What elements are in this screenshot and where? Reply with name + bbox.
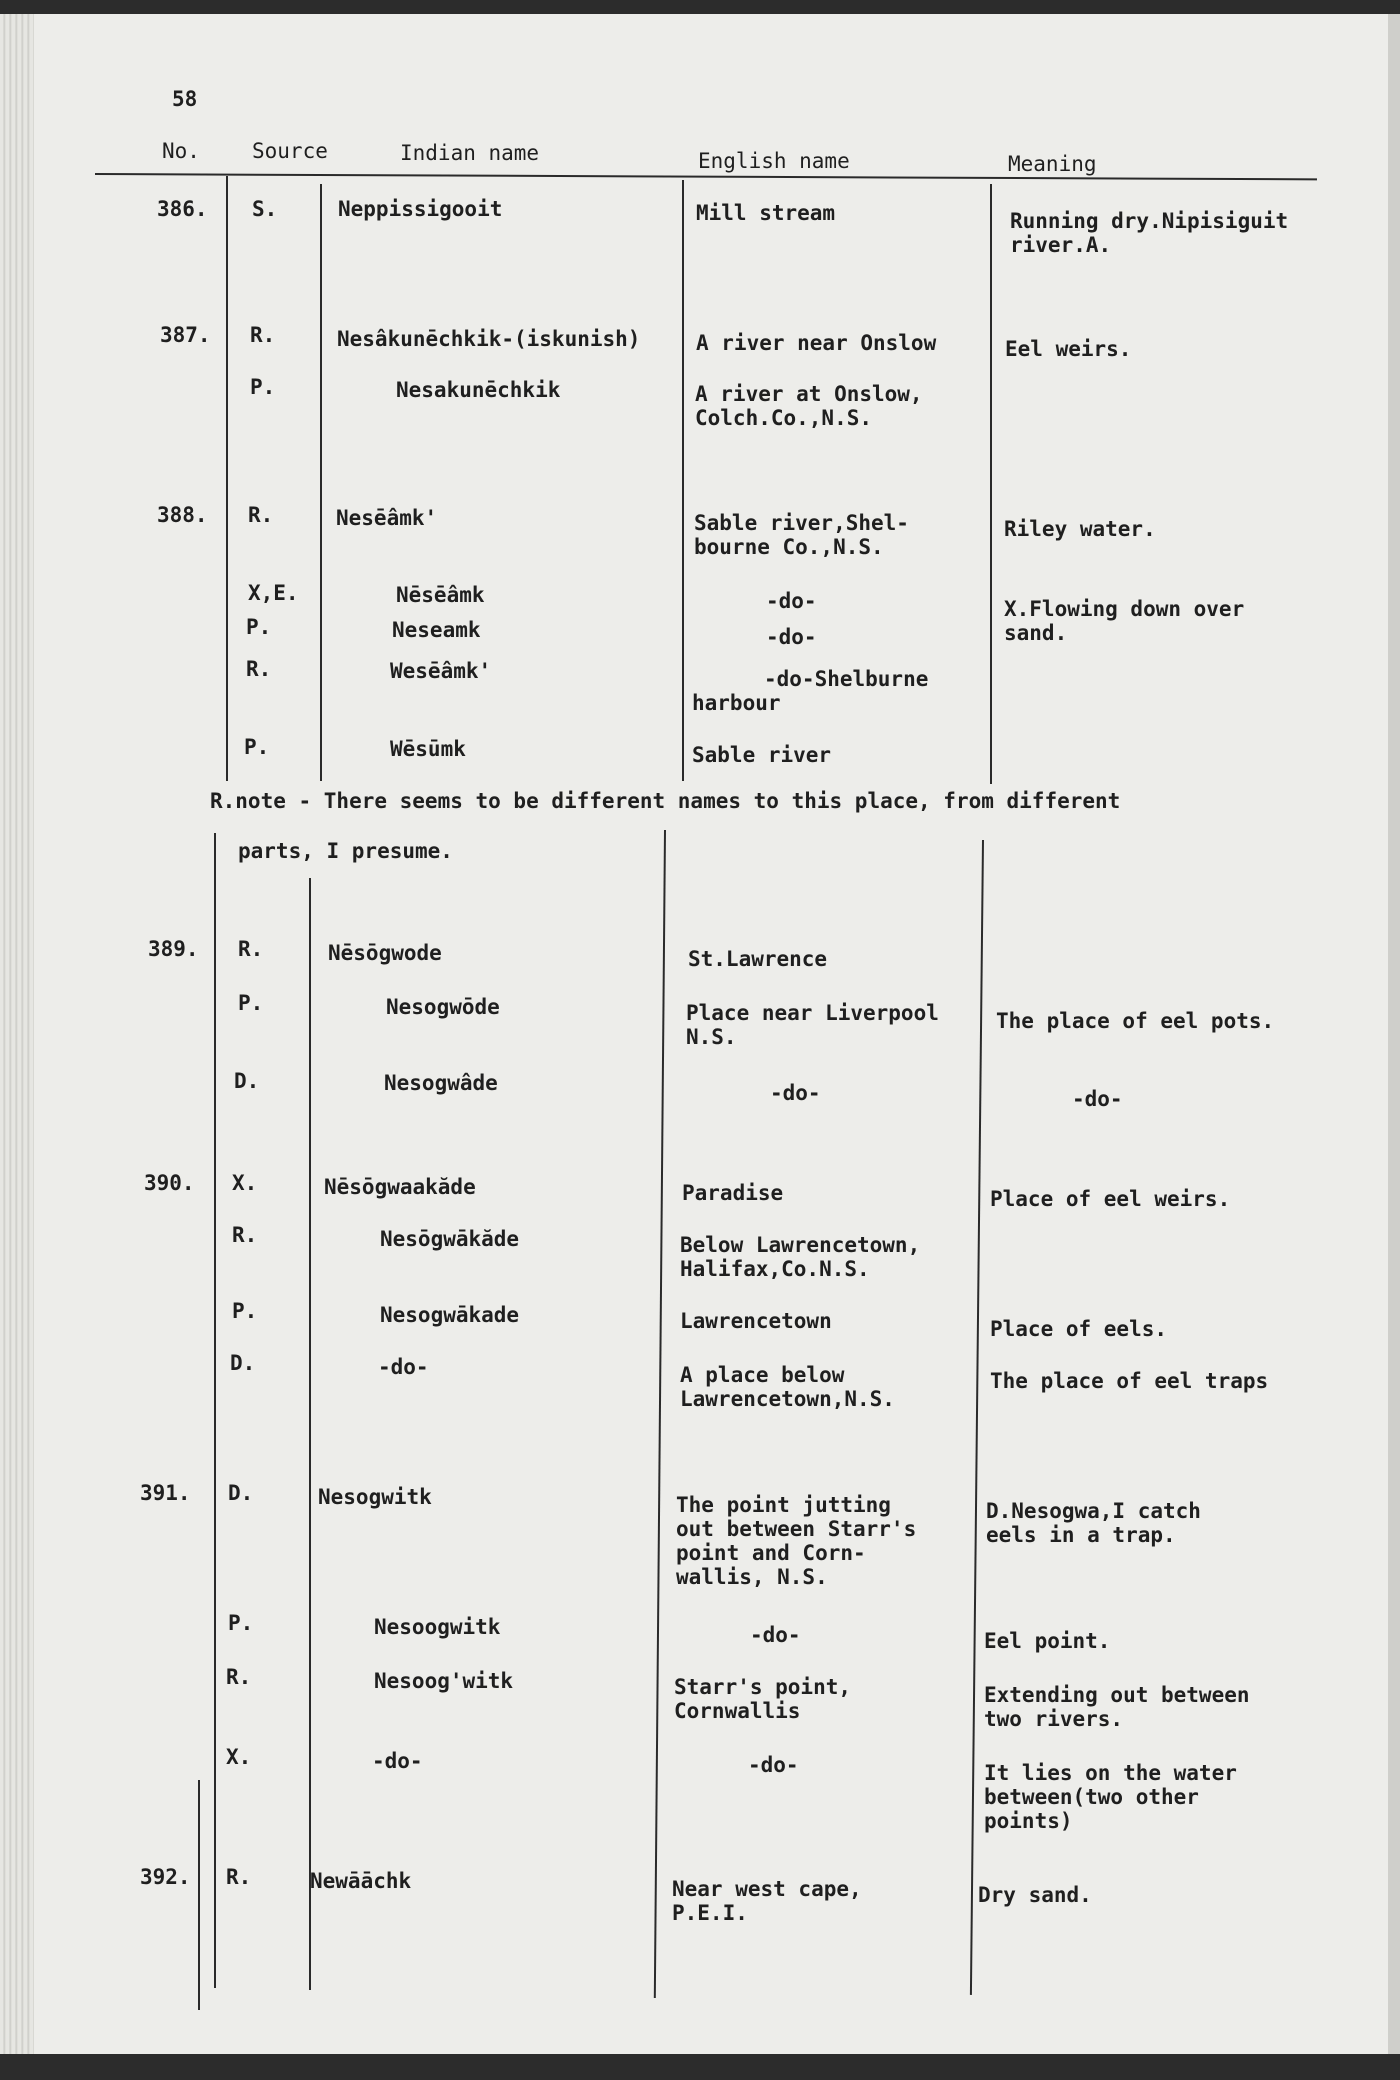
english-name-cell: St.Lawrence	[688, 947, 828, 971]
meaning-cell: Riley water.	[1004, 517, 1156, 541]
meaning-cell: two rivers.	[984, 1707, 1124, 1731]
indian-name-cell: Nesogwitk	[318, 1485, 432, 1509]
indian-name-cell: Nesoogwitk	[374, 1615, 501, 1639]
indian-name-cell: Nēsōgwaakăde	[324, 1175, 476, 1199]
english-name-cell: -do-	[766, 589, 817, 613]
source-cell: P.	[244, 735, 270, 759]
entry-number: 390.	[144, 1171, 195, 1195]
meaning-cell: X.Flowing down over	[1004, 597, 1245, 621]
meaning-cell: Running dry.Nipisiguit	[1010, 209, 1289, 233]
english-name-cell: bourne Co.,N.S.	[694, 535, 884, 559]
meaning-cell: river.A.	[1010, 233, 1112, 257]
english-name-cell: -do-Shelburne	[764, 667, 929, 691]
indian-name-cell: Nesogwākade	[380, 1303, 520, 1327]
source-cell: P.	[246, 615, 272, 639]
english-name-cell: The point jutting	[676, 1493, 891, 1517]
indian-name-cell: Nesēâmk'	[336, 506, 438, 530]
source-cell: R.	[226, 1865, 252, 1889]
english-name-cell: -do-	[750, 1623, 801, 1647]
source-cell: X,E.	[248, 581, 299, 605]
header-source: Source	[252, 139, 328, 163]
entry-number: 388.	[157, 503, 208, 527]
indian-name-cell: Nesogwâde	[384, 1071, 498, 1095]
english-name-cell: Below Lawrencetown,	[680, 1233, 921, 1257]
header-indian-name: Indian name	[400, 141, 540, 165]
indian-name-cell: Nesōgwākăde	[380, 1227, 520, 1251]
meaning-cell: Dry sand.	[978, 1883, 1092, 1907]
header-no: No.	[162, 139, 200, 163]
indian-name-cell: Nesakunēchkik	[396, 378, 561, 402]
rule-indian-upper	[320, 184, 322, 781]
english-name-cell: Mill stream	[696, 201, 836, 225]
meaning-cell: The place of eel pots.	[996, 1009, 1275, 1033]
source-cell: R.	[246, 657, 272, 681]
source-cell: X.	[226, 1745, 252, 1769]
page-number: 58	[172, 87, 198, 111]
english-name-cell: -do-	[748, 1753, 799, 1777]
entry-number: 389.	[148, 937, 199, 961]
header-meaning: Meaning	[1008, 152, 1097, 176]
english-name-cell: P.E.I.	[672, 1901, 748, 1925]
page-edge-shadow	[1388, 14, 1400, 2054]
english-name-cell: Colch.Co.,N.S.	[695, 406, 873, 430]
indian-name-cell: Neppissigooit	[338, 197, 503, 221]
indian-name-cell: Nesogwōde	[386, 995, 500, 1019]
english-name-cell: Paradise	[682, 1181, 784, 1205]
indian-name-cell: Nesâkunēchkik-(iskunish)	[337, 327, 641, 351]
rule-left-margin	[198, 1780, 200, 2010]
meaning-cell: points)	[984, 1809, 1073, 1833]
english-name-cell: harbour	[692, 691, 781, 715]
entry-number: 387.	[160, 323, 211, 347]
source-cell: D.	[230, 1351, 256, 1375]
english-name-cell: wallis, N.S.	[676, 1565, 828, 1589]
source-cell: R.	[226, 1665, 252, 1689]
english-name-cell: -do-	[770, 1081, 821, 1105]
source-cell: R.	[248, 503, 274, 527]
meaning-cell: Eel weirs.	[1005, 337, 1132, 361]
entry-number: 391.	[140, 1481, 191, 1505]
meaning-cell: It lies on the water	[984, 1761, 1237, 1785]
note-line: parts, I presume.	[238, 839, 453, 863]
rule-meaning-upper	[990, 184, 992, 784]
source-cell: R.	[250, 323, 276, 347]
english-name-cell: A place below	[680, 1363, 845, 1387]
entry-number: 386.	[157, 197, 208, 221]
indian-name-cell: Nesoog'witk	[374, 1669, 514, 1693]
source-cell: R.	[232, 1223, 258, 1247]
meaning-cell: The place of eel traps	[990, 1369, 1269, 1393]
meaning-cell: Place of eels.	[990, 1317, 1168, 1341]
source-cell: P.	[250, 375, 276, 399]
indian-name-cell: Wesēâmk'	[390, 659, 492, 683]
rule-indian-lower	[309, 878, 311, 1990]
meaning-cell: Extending out between	[984, 1683, 1250, 1707]
rule-source-lower	[214, 833, 216, 1988]
source-cell: D.	[228, 1481, 254, 1505]
english-name-cell: Lawrencetown	[680, 1309, 832, 1333]
entry-number: 392.	[140, 1865, 191, 1889]
meaning-cell: sand.	[1004, 621, 1068, 645]
english-name-cell: Place near Liverpool	[686, 1001, 939, 1025]
meaning-cell: between(two other	[984, 1785, 1199, 1809]
indian-name-cell: Wēsūmk	[390, 737, 466, 761]
source-cell: X.	[232, 1171, 258, 1195]
english-name-cell: -do-	[766, 625, 817, 649]
indian-name-cell: -do-	[378, 1355, 429, 1379]
english-name-cell: Halifax,Co.N.S.	[680, 1257, 870, 1281]
meaning-cell: Place of eel weirs.	[990, 1187, 1231, 1211]
english-name-cell: Sable river,Shel-	[694, 511, 909, 535]
binding-edge	[0, 14, 34, 2054]
source-cell: P.	[228, 1611, 254, 1635]
english-name-cell: A river near Onslow	[696, 331, 937, 355]
english-name-cell: N.S.	[686, 1025, 737, 1049]
indian-name-cell: Newāāchk	[310, 1869, 412, 1893]
meaning-cell: eels in a trap.	[986, 1523, 1176, 1547]
rule-english-upper	[682, 180, 684, 781]
english-name-cell: out between Starr's	[676, 1517, 917, 1541]
english-name-cell: Near west cape,	[672, 1877, 862, 1901]
english-name-cell: A river at Onslow,	[695, 382, 923, 406]
header-english-name: English name	[698, 149, 850, 173]
source-cell: R.	[238, 937, 264, 961]
meaning-cell: Eel point.	[984, 1629, 1111, 1653]
indian-name-cell: -do-	[372, 1749, 423, 1773]
english-name-cell: Sable river	[692, 743, 832, 767]
indian-name-cell: Nēsēâmk	[396, 583, 485, 607]
source-cell: S.	[252, 197, 278, 221]
english-name-cell: Lawrencetown,N.S.	[680, 1387, 895, 1411]
meaning-cell: D.Nesogwa,I catch	[986, 1499, 1201, 1523]
note-line: R.note - There seems to be different names to this place, from different	[210, 789, 1121, 813]
english-name-cell: Starr's point,	[674, 1675, 852, 1699]
rule-source-upper	[226, 176, 228, 781]
indian-name-cell: Neseamk	[392, 618, 481, 642]
meaning-cell: -do-	[1072, 1087, 1123, 1111]
english-name-cell: point and Corn-	[676, 1541, 866, 1565]
english-name-cell: Cornwallis	[674, 1699, 801, 1723]
source-cell: D.	[234, 1069, 260, 1093]
indian-name-cell: Nēsōgwode	[328, 941, 442, 965]
source-cell: P.	[238, 991, 264, 1015]
source-cell: P.	[232, 1299, 258, 1323]
